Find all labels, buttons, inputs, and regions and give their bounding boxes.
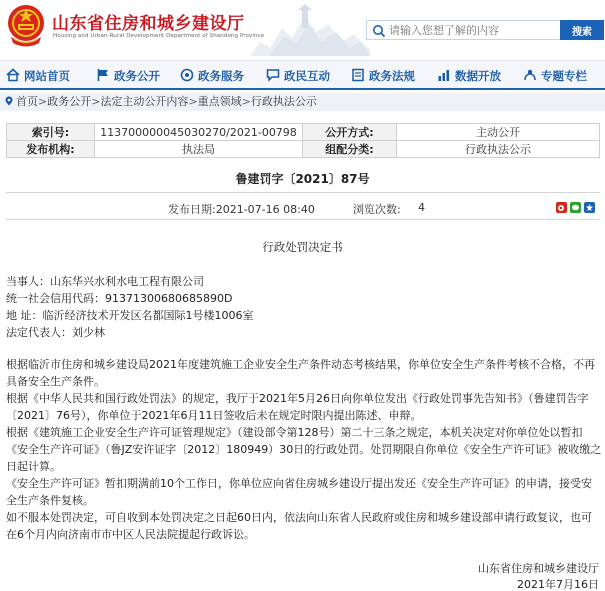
nav-label: 政务公开 (114, 69, 160, 83)
nav-label: 政务服务 (198, 69, 244, 83)
topic-icon (523, 68, 537, 82)
table-row (7, 124, 600, 141)
body-paragraph: 如不服本处罚决定，可自收到本处罚决定之日起60日内，依法向山东省人民政府或住房和城乡建设部申请行政复议，也可在6个月内向济南市市中区人民法院提起行政诉讼。 (6, 511, 592, 541)
breadcrumb (0, 93, 605, 111)
site-subtitle: Housing and Urban-Rural Development Department of Shandong Province (53, 33, 265, 39)
mountain-decoration-icon (250, 2, 370, 56)
service-icon (180, 68, 194, 82)
breadcrumb-key-areas[interactable]: 重点领域 (197, 95, 242, 108)
signature-date: 2021年7月16日 (517, 578, 599, 591)
nav-item-interaction[interactable] (266, 68, 330, 84)
nav-item-regulations[interactable] (351, 68, 415, 84)
home-icon (6, 68, 20, 82)
body-paragraph: 根据临沂市住房和城乡建设局2021年度建筑施工企业安全生产条件动态考核结果，你单位安全生产条件考核不合格，不再具备安全生产条件。 (6, 358, 595, 388)
publish-date: 发布日期:2021-07-16 08:40 (168, 203, 315, 216)
breadcrumb-separator: > (241, 95, 251, 108)
breadcrumb-separator: > (188, 95, 198, 108)
body-paragraph: 根据《中华人民共和国行政处罚法》的规定，我厅于2021年5月26日向你单位发出《行政处罚事先告知书》（鲁建罚告字〔2021〕76号），你单位于2021年6月11日签收后未在规定时限内提出陈述、申辩。 (6, 392, 589, 422)
nav-item-gov-service[interactable] (180, 68, 244, 84)
search-input[interactable] (389, 22, 559, 38)
views-count: 4 (418, 201, 425, 214)
search-box (366, 20, 604, 40)
divider (6, 219, 600, 220)
document-number: 鲁建罚字〔2021〕87号 (235, 172, 370, 186)
share-wechat-icon[interactable] (570, 202, 581, 213)
law-icon (351, 68, 365, 82)
nav-label: 网站首页 (24, 69, 70, 83)
party-line: 地 址：临沂经济技术开发区名都国际1号楼1006室 (6, 309, 254, 322)
breadcrumb-statutory[interactable]: 法定主动公开内容 (100, 95, 189, 108)
category-value: 行政执法公示 (397, 141, 600, 158)
publisher-value: 执法局 (95, 141, 303, 158)
share-qzone-icon[interactable] (584, 202, 595, 213)
document-info-table (6, 123, 600, 158)
document-title: 行政处罚决定书 (262, 240, 343, 254)
breadcrumb-separator: > (38, 95, 48, 108)
nav-label: 专题专栏 (541, 69, 587, 83)
breadcrumb-home[interactable]: 首页 (16, 95, 38, 108)
chart-icon (437, 68, 451, 82)
signature-org: 山东省住房和城乡建设厅 (478, 562, 599, 575)
body-paragraph: 《安全生产许可证》暂扣期满前10个工作日，你单位应向省住房城乡建设厅提出发还《安全生产许可证》的申请，接受安全生产条件复核。 (6, 477, 592, 507)
search-button[interactable]: 搜索 (560, 20, 604, 40)
nav-item-topics[interactable] (523, 68, 587, 84)
body-paragraph: 根据《建筑施工企业安全生产许可证管理规定》（建设部令第128号）第二十三条之规定，本机关决定对你单位处以暂扣《安全生产许可证》（鲁JZ安许证字〔2012〕180949）30日的行政处罚。处罚期限自你单位《安全生产许可证》被收缴之日起计算。 (6, 426, 602, 473)
views-label: 浏览次数: (353, 203, 401, 216)
open-mode-label: 公开方式: (303, 124, 397, 141)
breadcrumb-separator: > (91, 95, 101, 108)
nav-label: 政民互动 (284, 69, 330, 83)
flag-icon (96, 68, 110, 82)
nav-label: 数据开放 (455, 69, 501, 83)
nav-label: 政务法规 (369, 69, 415, 83)
location-icon (4, 96, 14, 106)
site-header (0, 0, 605, 58)
index-label: 索引号: (7, 124, 95, 141)
nav-item-home[interactable] (6, 68, 70, 84)
main-nav (0, 60, 605, 90)
category-label: 组配分类: (303, 141, 397, 158)
party-line: 统一社会信用代码：91371300680685890D (6, 292, 233, 305)
index-value: 113700000045030270/2021-00798 (95, 124, 303, 141)
nav-item-open-data[interactable] (437, 68, 501, 84)
party-line: 法定代表人：刘少林 (6, 326, 105, 339)
open-mode-value: 主动公开 (397, 124, 600, 141)
search-icon (372, 24, 386, 38)
national-emblem-icon (5, 3, 47, 49)
nav-item-gov-open[interactable] (96, 68, 160, 84)
share-weibo-icon[interactable] (556, 202, 567, 213)
breadcrumb-enforcement[interactable]: 行政执法公示 (250, 95, 317, 108)
publisher-label: 发布机构: (7, 141, 95, 158)
site-title[interactable]: 山东省住房和城乡建设厅 (52, 14, 245, 34)
breadcrumb-gov-open[interactable]: 政务公开 (47, 95, 92, 108)
table-row (7, 141, 600, 158)
divider (6, 192, 600, 193)
chat-icon (266, 68, 280, 82)
party-line: 当事人：山东华兴水利水电工程有限公司 (6, 275, 204, 288)
